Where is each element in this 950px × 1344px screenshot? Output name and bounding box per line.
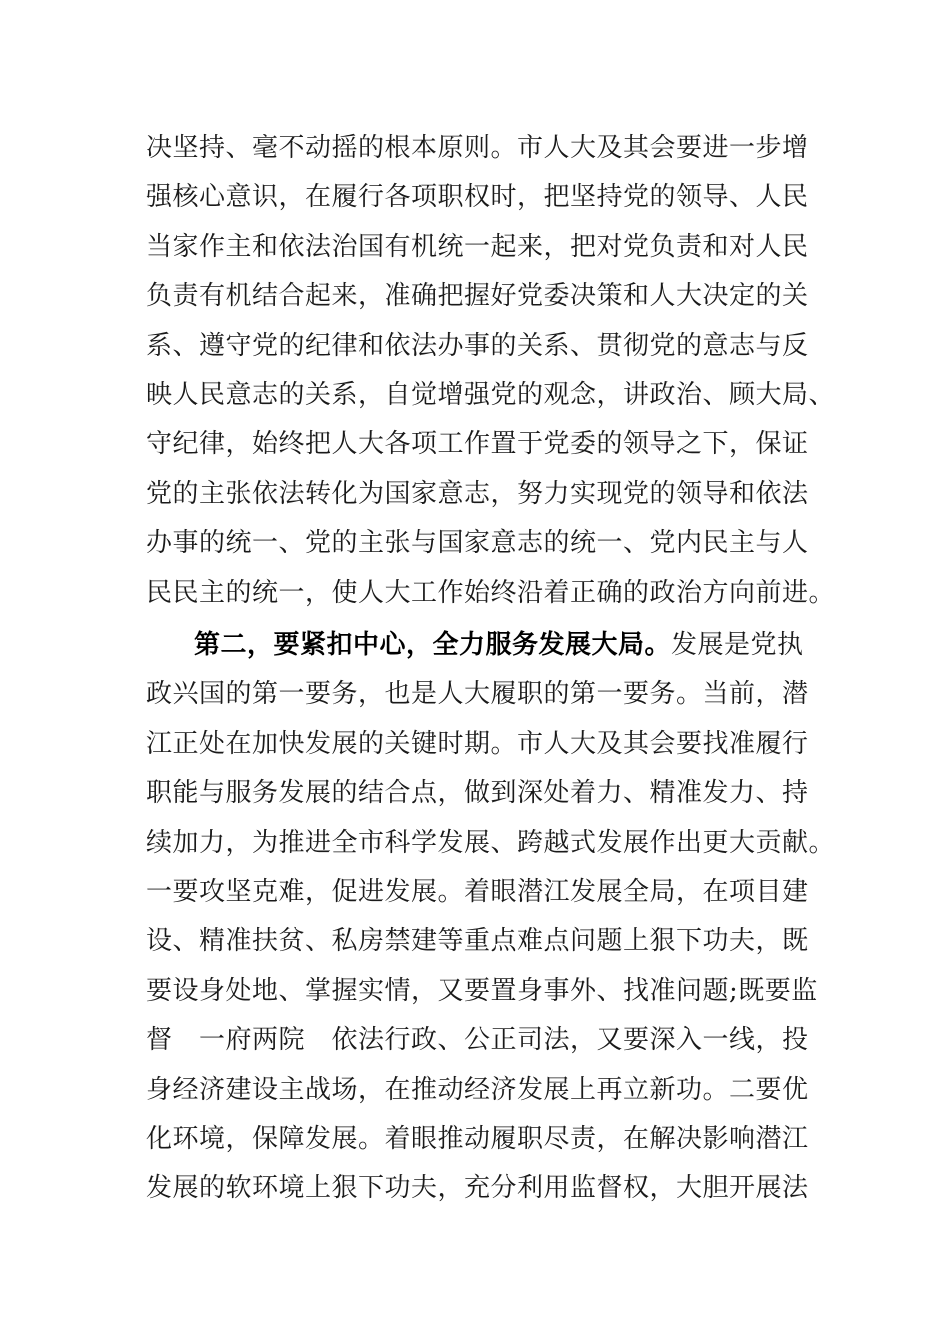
text-line: 化环境，保障发展。着眼推动履职尽责，在解决影响潜江 — [146, 1124, 809, 1154]
text-line: 发展的软环境上狠下功夫，充分利用监督权，大胆开展法 — [146, 1173, 809, 1203]
text-line: 江正处在加快发展的关键时期。市人大及其会要找准履行 — [146, 729, 809, 759]
text-line: 一要攻坚克难，促进发展。着眼潜江发展全局，在项目建 — [146, 877, 809, 907]
text-line: 办事的统一、党的主张与国家意志的统一、党内民主与人 — [146, 528, 809, 558]
text-line: 党的主张依法转化为国家意志，努力实现党的领导和依法 — [146, 479, 809, 509]
text-line: 职能与服务发展的结合点，做到深处着力、精准发力、持 — [146, 778, 809, 808]
text-line: 民民主的统一，使人大工作始终沿着正确的政治方向前进。 — [146, 578, 836, 608]
text-line: 续加力，为推进全市科学发展、跨越式发展作出更大贡献。 — [146, 828, 836, 858]
paragraph-heading: 第二，要紧扣中心，全力服务发展大局。 — [194, 630, 672, 660]
text-line: 设、精准扶贫、私房禁建等重点难点问题上狠下功夫，既 — [146, 926, 809, 956]
text-line: 决坚持、毫不动摇的根本原则。市人大及其会要进一步增 — [146, 133, 809, 163]
text-line: 映人民意志的关系，自觉增强党的观念，讲政治、顾大局、 — [146, 380, 836, 410]
text-line: 强核心意识，在履行各项职权时，把坚持党的领导、人民 — [146, 182, 809, 212]
text-line: 系、遵守党的纪律和依法办事的关系、贯彻党的意志与反 — [146, 331, 809, 361]
text-line: 政兴国的第一要务，也是人大履职的第一要务。当前，潜 — [146, 679, 809, 709]
text-line: 身经济建设主战场，在推动经济发展上再立新功。二要优 — [146, 1075, 809, 1105]
text-line: 守纪律，始终把人大各项工作置于党委的领导之下，保证 — [146, 429, 809, 459]
text-line: 当家作主和依法治国有机统一起来，把对党负责和对人民 — [146, 232, 809, 262]
paragraph-first-line-rest: 发展是党执 — [671, 630, 804, 660]
text-line: 督 一府两院 依法行政、公正司法，又要深入一线，投 — [146, 1025, 809, 1055]
paragraph-first-line — [194, 625, 806, 665]
text-line: 要设身处地、掌握实情，又要置身事外、找准问题;既要监 — [146, 976, 818, 1006]
text-line: 负责有机结合起来，准确把握好党委决策和人大决定的关 — [146, 281, 809, 311]
